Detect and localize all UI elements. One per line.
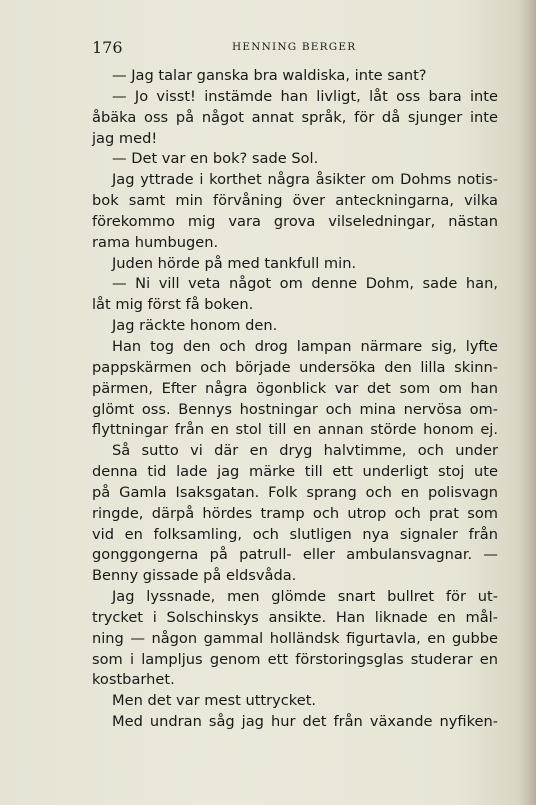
text-line: — Det var en bok? sade Sol. [112, 150, 319, 168]
text-line: — Jag talar ganska bra waldiska, inte sant? [112, 67, 427, 84]
text-line: ringde, därpå hördes tramp och utrop och prat som [92, 504, 498, 522]
page-header [92, 38, 502, 58]
text-line: Jag yttrade i korthet några åsikter om Dohms notis- [112, 171, 498, 189]
text-line: trycket i Solschinskys ansikte. Han liknade en mål- [92, 608, 498, 626]
text-line: Med undran såg jag hur det från växande nyfiken- [112, 713, 498, 731]
text-line: rama humbugen. [92, 233, 219, 251]
text-line: på Gamla Isaksgatan. Folk sprang och en polisvagn [92, 483, 498, 501]
text-line: bok samt min förvåning över anteckningarna, vilka [92, 192, 498, 210]
text-line: — Ni vill veta något om denne Dohm, sade han, [112, 275, 498, 293]
text-line: kostbarhet. [92, 671, 175, 689]
text-line: Så sutto vi där en dryg halvtimme, och under [112, 442, 498, 460]
text-line: Jag räckte honom den. [112, 317, 278, 335]
text-line: jag med! [92, 129, 158, 147]
text-line: glömt oss. Bennys hostningar och mina nervösa om- [92, 400, 498, 418]
page-number: 176 [92, 38, 123, 57]
text-line: låt mig först få boken. [92, 296, 254, 314]
text-line: pappskärmen och började undersöka den lilla skinn- [92, 358, 498, 376]
body-text [92, 66, 498, 733]
text-line: denna tid lade jag märke till ett underligt stoj ute [92, 463, 498, 481]
text-line: Han tog den och drog lampan närmare sig, lyfte [112, 337, 498, 355]
text-line: som i lampljus genom ett förstoringsglas studerar en [92, 650, 498, 668]
text-line: flyttningar från en stol till en annan störde honom ej. [92, 421, 498, 439]
text-line: förekommo mig vara grova vilseledningar, nästan [92, 212, 498, 230]
text-line: — Jo visst! instämde han livligt, låt oss bara inte [112, 87, 498, 105]
page-edge-shadow [518, 0, 536, 805]
text-line: Juden hörde på med tankfull min. [112, 254, 357, 272]
text-line: gonggongerna på patrull- eller ambulansvagnar. — [92, 546, 498, 564]
text-line: vid en folksamling, och slutligen nya signaler från [92, 525, 498, 543]
text-line: Men det var mest uttrycket. [112, 692, 317, 710]
running-head: HENNING BERGER [232, 41, 357, 53]
text-line: Jag lyssnade, men glömde snart bullret för ut- [112, 588, 498, 606]
text-line: åbäka oss på något annat språk, för då sjunger inte [92, 108, 498, 126]
text-line: pärmen, Efter några ögonblick var det som om han [92, 379, 498, 397]
text-line: Benny gissade på eldsvåda. [92, 567, 297, 585]
text-line: ning — någon gammal holländsk figurtavla, en gubbe [92, 629, 498, 647]
